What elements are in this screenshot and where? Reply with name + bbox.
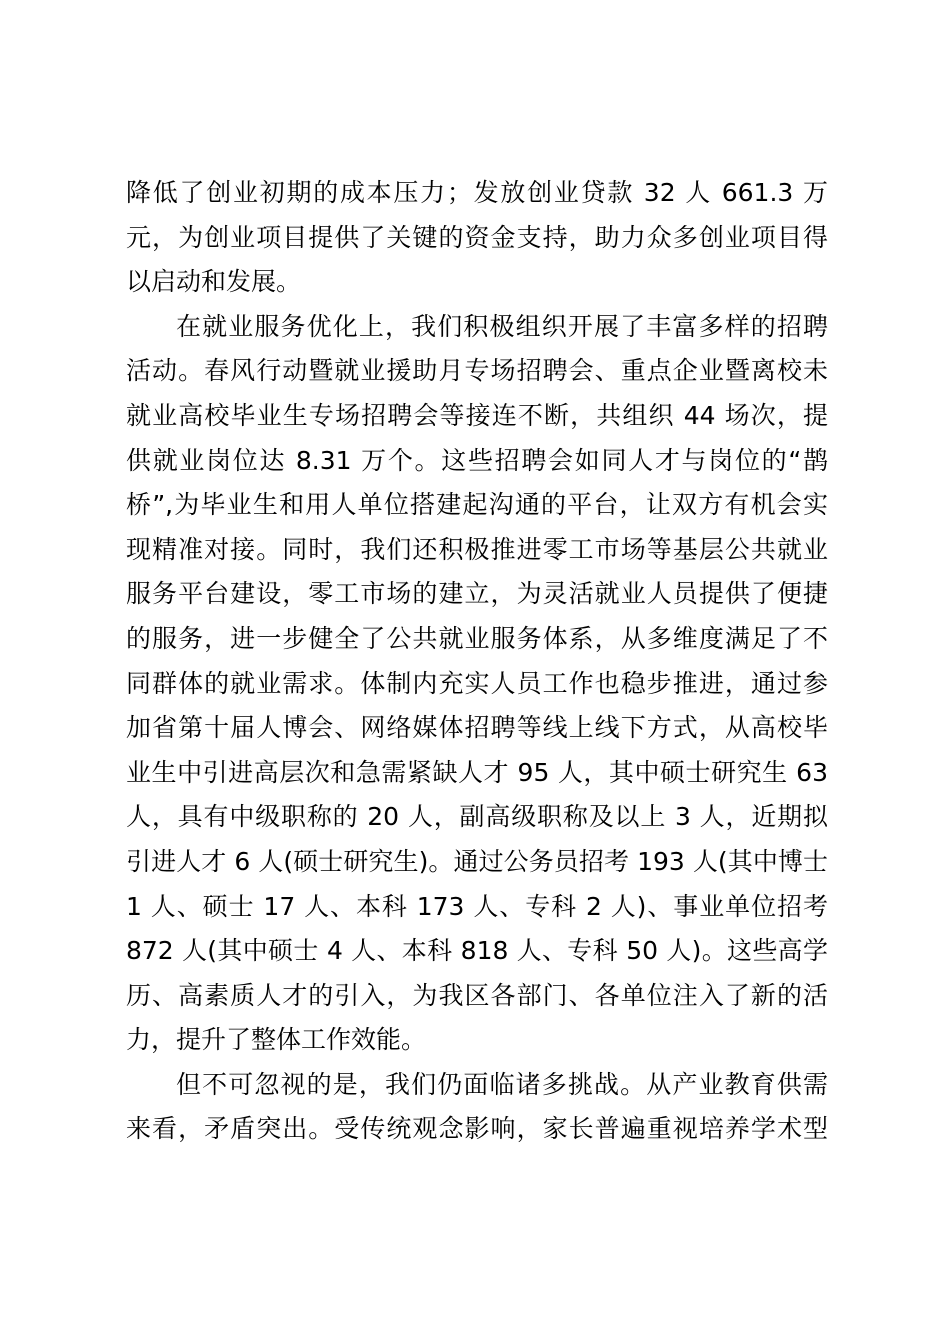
text-line: 的服务，进一步健全了公共就业服务体系，从多维度满足了不 — [126, 623, 828, 653]
paragraph-employment-services — [126, 305, 828, 1063]
text-line: 活动。春风行动暨就业援助月专场招聘会、重点企业暨离校未 — [126, 356, 828, 386]
text-line: 力，提升了整体工作效能。 — [126, 1025, 427, 1055]
text-line: 以启动和发展。 — [126, 267, 302, 297]
text-line: 就业高校毕业生专场招聘会等接连不断，共组织 44 场次，提 — [126, 400, 828, 430]
text-line: 在就业服务优化上，我们积极组织开展了丰富多样的招聘 — [176, 311, 828, 341]
text-line: 872 人(其中硕士 4 人、本科 818 人、专科 50 人)。这些高学 — [126, 936, 828, 966]
text-line: 加省第十届人博会、网络媒体招聘等线上线下方式，从高校毕 — [126, 713, 828, 743]
text-line: 业生中引进高层次和急需紧缺人才 95 人，其中硕士研究生 63 — [126, 757, 828, 787]
text-line: 同群体的就业需求。体制内充实人员工作也稳步推进，通过参 — [126, 668, 828, 698]
text-line: 但不可忽视的是，我们仍面临诸多挑战。从产业教育供需 — [176, 1069, 828, 1099]
text-line: 历、高素质人才的引入，为我区各部门、各单位注入了新的活 — [126, 980, 828, 1010]
text-line: 1 人、硕士 17 人、本科 173 人、专科 2 人)、事业单位招考 — [126, 891, 828, 921]
text-line: 引进人才 6 人(硕士研究生)。通过公务员招考 193 人(其中博士 — [126, 846, 828, 876]
text-line: 服务平台建设，零工市场的建立，为灵活就业人员提供了便捷 — [126, 579, 828, 609]
text-line: 来看，矛盾突出。受传统观念影响，家长普遍重视培养学术型 — [126, 1114, 828, 1144]
text-line: 降低了创业初期的成本压力；发放创业贷款 32 人 661.3 万 — [126, 178, 828, 207]
paragraph-entrepreneurship-loans — [126, 171, 828, 305]
paragraph-challenges — [126, 1063, 828, 1152]
text-line: 人，具有中级职称的 20 人，副高级职称及以上 3 人，近期拟 — [126, 802, 828, 832]
text-line: 现精准对接。同时，我们还积极推进零工市场等基层公共就业 — [126, 534, 828, 564]
text-line: 元，为创业项目提供了关键的资金支持，助力众多创业项目得 — [126, 222, 828, 252]
text-line: 桥”,为毕业生和用人单位搭建起沟通的平台，让双方有机会实 — [126, 490, 828, 520]
document-body — [126, 171, 828, 1152]
text-line: 供就业岗位达 8.31 万个。这些招聘会如同人才与岗位的“鹊 — [126, 445, 828, 475]
